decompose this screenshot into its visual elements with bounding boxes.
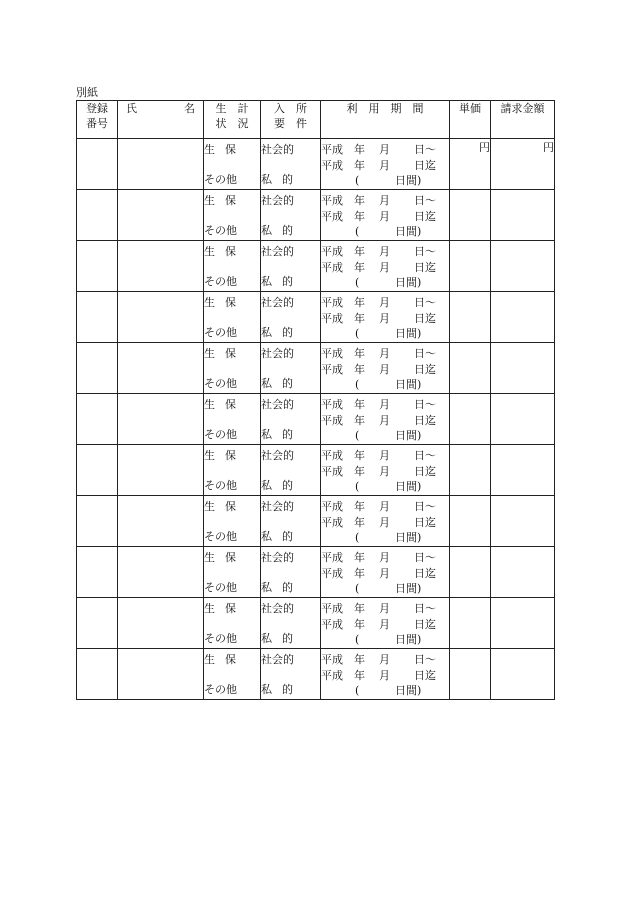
period-start-era: 平成	[321, 296, 343, 309]
table-row	[77, 394, 555, 445]
period-days-line	[321, 173, 449, 189]
period-start-year: 年	[354, 602, 365, 615]
header-requirement-line1: 入 所	[274, 102, 307, 115]
requirement-option-private[interactable]: 私的	[261, 376, 303, 390]
period-days-close: 日間)	[395, 429, 422, 442]
header-status	[204, 101, 261, 139]
header-name-part1: 氏	[126, 102, 137, 115]
status-option-other[interactable]: その他	[204, 223, 237, 237]
period-days-open: (	[355, 480, 360, 493]
period-days-close: 日間)	[395, 225, 422, 238]
period-days-open: (	[355, 327, 360, 340]
name-cell[interactable]	[118, 292, 204, 343]
period-end-line	[321, 515, 449, 531]
header-name-part2: 名	[184, 102, 195, 115]
period-days-open: (	[355, 633, 360, 646]
amount-cell[interactable]	[491, 394, 555, 445]
amount-cell[interactable]	[491, 445, 555, 496]
period-end-year: 年	[354, 311, 365, 325]
reg-no-cell[interactable]	[77, 139, 118, 190]
period-start-day: 日～	[414, 551, 436, 564]
requirement-cell[interactable]	[261, 598, 321, 649]
reg-no-cell[interactable]	[77, 445, 118, 496]
period-start-year: 年	[354, 653, 365, 666]
period-end-day: 日迄	[414, 668, 436, 682]
requirement-option-private[interactable]: 私的	[261, 682, 303, 696]
period-start-line	[321, 448, 449, 464]
status-cell[interactable]	[204, 496, 261, 547]
period-start-era: 平成	[321, 551, 343, 564]
period-end-era: 平成	[321, 209, 343, 223]
period-start-line	[321, 499, 449, 515]
table-row	[77, 598, 555, 649]
header-requirement-line2: 要 件	[274, 117, 307, 130]
requirement-cell[interactable]	[261, 445, 321, 496]
period-end-day: 日迄	[414, 158, 436, 172]
reg-no-cell[interactable]	[77, 343, 118, 394]
reg-no-cell[interactable]	[77, 190, 118, 241]
requirement-cell[interactable]	[261, 139, 321, 190]
period-days-close: 日間)	[395, 327, 422, 340]
period-days-close: 日間)	[395, 684, 422, 697]
status-option-other[interactable]: その他	[204, 631, 237, 645]
period-days-open: (	[355, 378, 360, 391]
period-start-year: 年	[354, 398, 365, 411]
period-end-era: 平成	[321, 464, 343, 478]
period-end-day: 日迄	[414, 311, 436, 325]
requirement-option-social[interactable]: 社会的	[261, 551, 294, 564]
period-end-year: 年	[354, 668, 365, 682]
period-end-era: 平成	[321, 413, 343, 427]
status-option-other[interactable]: その他	[204, 172, 237, 186]
period-end-month: 月	[379, 260, 390, 274]
table-row	[77, 190, 555, 241]
status-option-other[interactable]: その他	[204, 274, 237, 288]
status-cell[interactable]	[204, 394, 261, 445]
unit-price-cell[interactable]	[450, 649, 491, 700]
period-days-line	[321, 683, 449, 699]
period-end-day: 日迄	[414, 362, 436, 376]
requirement-option-social[interactable]: 社会的	[261, 245, 294, 258]
period-days-line	[321, 530, 449, 546]
period-start-era: 平成	[321, 653, 343, 666]
unit-price-cell[interactable]	[450, 598, 491, 649]
period-days-open: (	[355, 684, 360, 697]
period-end-month: 月	[379, 158, 390, 172]
period-end-day: 日迄	[414, 617, 436, 631]
period-start-day: 日～	[414, 653, 436, 666]
requirement-option-private[interactable]: 私的	[261, 580, 303, 594]
status-option-welfare[interactable]: 生保	[204, 296, 246, 309]
period-days-close: 日間)	[395, 378, 422, 391]
period-start-day: 日～	[414, 194, 436, 207]
period-start-month: 月	[379, 551, 390, 564]
name-cell[interactable]	[118, 445, 204, 496]
requirement-cell[interactable]	[261, 241, 321, 292]
requirement-cell[interactable]	[261, 343, 321, 394]
period-days-line	[321, 224, 449, 240]
period-end-line	[321, 413, 449, 429]
period-end-era: 平成	[321, 158, 343, 172]
period-end-era: 平成	[321, 668, 343, 682]
period-end-day: 日迄	[414, 209, 436, 223]
period-start-month: 月	[379, 449, 390, 462]
period-end-line	[321, 158, 449, 174]
status-option-other[interactable]: その他	[204, 478, 237, 492]
period-start-year: 年	[354, 551, 365, 564]
period-days-open: (	[355, 225, 360, 238]
amount-cell[interactable]	[491, 598, 555, 649]
period-start-day: 日～	[414, 449, 436, 462]
period-start-month: 月	[379, 347, 390, 360]
status-cell[interactable]	[204, 190, 261, 241]
requirement-option-private[interactable]: 私的	[261, 478, 303, 492]
table-row	[77, 343, 555, 394]
name-cell[interactable]	[118, 547, 204, 598]
period-days-open: (	[355, 174, 360, 187]
period-start-era: 平成	[321, 449, 343, 462]
period-start-era: 平成	[321, 194, 343, 207]
status-option-welfare[interactable]: 生保	[204, 245, 246, 258]
status-cell[interactable]	[204, 445, 261, 496]
header-period: 利 用 期 間	[321, 101, 450, 139]
unit-price-cell[interactable]	[450, 496, 491, 547]
header-reg-no	[77, 101, 118, 139]
period-end-year: 年	[354, 566, 365, 580]
period-cell[interactable]	[321, 190, 450, 241]
reg-no-cell[interactable]	[77, 649, 118, 700]
period-end-line	[321, 260, 449, 276]
period-start-day: 日～	[414, 143, 436, 156]
status-cell[interactable]	[204, 343, 261, 394]
requirement-option-private[interactable]: 私的	[261, 223, 303, 237]
period-start-line	[321, 346, 449, 362]
period-end-year: 年	[354, 260, 365, 274]
period-start-month: 月	[379, 653, 390, 666]
period-cell[interactable]	[321, 445, 450, 496]
name-cell[interactable]	[118, 241, 204, 292]
period-end-year: 年	[354, 158, 365, 172]
period-start-era: 平成	[321, 398, 343, 411]
period-days-close: 日間)	[395, 174, 422, 187]
period-start-line	[321, 142, 449, 158]
header-unit-price: 単価	[450, 101, 491, 139]
status-cell[interactable]	[204, 139, 261, 190]
status-cell[interactable]	[204, 547, 261, 598]
period-days-line	[321, 275, 449, 291]
table-row	[77, 445, 555, 496]
period-start-year: 年	[354, 347, 365, 360]
period-cell[interactable]	[321, 139, 450, 190]
period-end-day: 日迄	[414, 515, 436, 529]
period-days-line	[321, 632, 449, 648]
period-end-line	[321, 311, 449, 327]
period-start-month: 月	[379, 398, 390, 411]
requirement-option-social[interactable]: 社会的	[261, 194, 294, 207]
unit-price-cell[interactable]	[450, 241, 491, 292]
requirement-cell[interactable]	[261, 496, 321, 547]
status-cell[interactable]	[204, 649, 261, 700]
reg-no-cell[interactable]	[77, 496, 118, 547]
period-cell[interactable]	[321, 649, 450, 700]
reg-no-cell[interactable]	[77, 241, 118, 292]
requirement-option-social[interactable]: 社会的	[261, 500, 294, 513]
name-cell[interactable]	[118, 496, 204, 547]
name-cell[interactable]	[118, 139, 204, 190]
unit-price-cell[interactable]	[450, 292, 491, 343]
table-row	[77, 292, 555, 343]
period-start-day: 日～	[414, 500, 436, 513]
name-cell[interactable]	[118, 394, 204, 445]
unit-price-cell[interactable]	[450, 445, 491, 496]
period-start-day: 日～	[414, 245, 436, 258]
requirement-option-social[interactable]: 社会的	[261, 653, 294, 666]
status-option-other[interactable]: その他	[204, 427, 237, 441]
period-end-year: 年	[354, 413, 365, 427]
period-end-era: 平成	[321, 311, 343, 325]
period-end-year: 年	[354, 464, 365, 478]
requirement-option-social[interactable]: 社会的	[261, 347, 294, 360]
requirement-option-private[interactable]: 私的	[261, 427, 303, 441]
unit-price-cell[interactable]	[450, 343, 491, 394]
period-start-line	[321, 601, 449, 617]
period-end-era: 平成	[321, 362, 343, 376]
unit-price-cell[interactable]	[450, 394, 491, 445]
amount-cell[interactable]	[491, 292, 555, 343]
period-start-month: 月	[379, 194, 390, 207]
unit-price-cell[interactable]	[450, 139, 491, 190]
table-row	[77, 496, 555, 547]
amount-cell[interactable]	[491, 139, 555, 190]
table-row	[77, 241, 555, 292]
table-row	[77, 649, 555, 700]
amount-cell[interactable]	[491, 496, 555, 547]
period-end-month: 月	[379, 209, 390, 223]
period-end-month: 月	[379, 362, 390, 376]
period-start-line	[321, 652, 449, 668]
requirement-option-private[interactable]: 私的	[261, 631, 303, 645]
period-start-era: 平成	[321, 347, 343, 360]
requirement-cell[interactable]	[261, 649, 321, 700]
status-option-welfare[interactable]: 生保	[204, 194, 246, 207]
period-start-year: 年	[354, 194, 365, 207]
period-start-day: 日～	[414, 347, 436, 360]
period-days-close: 日間)	[395, 633, 422, 646]
period-start-line	[321, 244, 449, 260]
period-start-month: 月	[379, 500, 390, 513]
period-start-day: 日～	[414, 296, 436, 309]
status-option-welfare[interactable]: 生保	[204, 449, 246, 462]
period-end-era: 平成	[321, 617, 343, 631]
amount-cell[interactable]	[491, 241, 555, 292]
period-cell[interactable]	[321, 547, 450, 598]
period-start-era: 平成	[321, 602, 343, 615]
period-days-open: (	[355, 276, 360, 289]
period-end-era: 平成	[321, 515, 343, 529]
period-start-day: 日～	[414, 398, 436, 411]
status-option-welfare[interactable]: 生保	[204, 653, 246, 666]
unit-price-yen: 円	[479, 141, 490, 154]
reg-no-cell[interactable]	[77, 292, 118, 343]
reg-no-cell[interactable]	[77, 394, 118, 445]
period-start-month: 月	[379, 602, 390, 615]
period-end-day: 日迄	[414, 413, 436, 427]
header-status-line2: 状 況	[215, 117, 249, 130]
period-end-year: 年	[354, 209, 365, 223]
period-start-year: 年	[354, 449, 365, 462]
status-option-welfare[interactable]: 生保	[204, 500, 246, 513]
period-end-year: 年	[354, 515, 365, 529]
header-name	[118, 101, 204, 139]
requirement-cell[interactable]	[261, 292, 321, 343]
period-end-era: 平成	[321, 260, 343, 274]
period-days-close: 日間)	[395, 531, 422, 544]
status-option-other[interactable]: その他	[204, 376, 237, 390]
period-days-line	[321, 479, 449, 495]
table-row	[77, 139, 555, 190]
period-start-era: 平成	[321, 500, 343, 513]
header-status-line1: 生 計	[215, 102, 249, 115]
requirement-cell[interactable]	[261, 547, 321, 598]
status-cell[interactable]	[204, 241, 261, 292]
period-end-line	[321, 566, 449, 582]
amount-yen: 円	[543, 141, 554, 154]
status-option-welfare[interactable]: 生保	[204, 602, 246, 615]
period-start-line	[321, 397, 449, 413]
name-cell[interactable]	[118, 343, 204, 394]
table-row	[77, 547, 555, 598]
period-start-year: 年	[354, 500, 365, 513]
period-end-line	[321, 617, 449, 633]
period-start-day: 日～	[414, 602, 436, 615]
period-end-year: 年	[354, 617, 365, 631]
header-reg-no-line2: 番号	[86, 117, 108, 130]
reg-no-cell[interactable]	[77, 598, 118, 649]
requirement-option-social[interactable]: 社会的	[261, 143, 294, 156]
period-end-month: 月	[379, 311, 390, 325]
period-cell[interactable]	[321, 343, 450, 394]
unit-price-cell[interactable]	[450, 190, 491, 241]
status-option-other[interactable]: その他	[204, 529, 237, 543]
period-start-line	[321, 550, 449, 566]
reg-no-cell[interactable]	[77, 547, 118, 598]
period-end-line	[321, 668, 449, 684]
period-start-month: 月	[379, 296, 390, 309]
period-cell[interactable]	[321, 394, 450, 445]
period-start-month: 月	[379, 143, 390, 156]
requirement-option-private[interactable]: 私的	[261, 529, 303, 543]
period-days-line	[321, 326, 449, 342]
period-end-month: 月	[379, 515, 390, 529]
status-option-other[interactable]: その他	[204, 580, 237, 594]
name-cell[interactable]	[118, 649, 204, 700]
header-row	[77, 101, 555, 139]
period-cell[interactable]	[321, 598, 450, 649]
requirement-option-social[interactable]: 社会的	[261, 449, 294, 462]
name-cell[interactable]	[118, 598, 204, 649]
requirement-cell[interactable]	[261, 394, 321, 445]
period-days-close: 日間)	[395, 582, 422, 595]
period-start-year: 年	[354, 143, 365, 156]
status-option-welfare[interactable]: 生保	[204, 143, 246, 156]
period-end-line	[321, 362, 449, 378]
status-cell[interactable]	[204, 292, 261, 343]
period-end-day: 日迄	[414, 464, 436, 478]
amount-cell[interactable]	[491, 547, 555, 598]
period-start-month: 月	[379, 245, 390, 258]
period-start-line	[321, 295, 449, 311]
period-end-line	[321, 209, 449, 225]
period-end-month: 月	[379, 617, 390, 631]
period-start-year: 年	[354, 296, 365, 309]
period-end-day: 日迄	[414, 566, 436, 580]
requirement-option-private[interactable]: 私的	[261, 325, 303, 339]
period-end-day: 日迄	[414, 260, 436, 274]
period-end-month: 月	[379, 413, 390, 427]
period-end-year: 年	[354, 362, 365, 376]
period-days-close: 日間)	[395, 480, 422, 493]
requirement-option-social[interactable]: 社会的	[261, 602, 294, 615]
period-end-month: 月	[379, 566, 390, 580]
period-days-open: (	[355, 429, 360, 442]
period-cell[interactable]	[321, 241, 450, 292]
requirement-option-private[interactable]: 私的	[261, 172, 303, 186]
page-label: 別紙	[76, 86, 98, 99]
status-option-welfare[interactable]: 生保	[204, 551, 246, 564]
period-start-line	[321, 193, 449, 209]
status-cell[interactable]	[204, 598, 261, 649]
period-end-line	[321, 464, 449, 480]
requirement-option-private[interactable]: 私的	[261, 274, 303, 288]
period-end-month: 月	[379, 464, 390, 478]
unit-price-cell[interactable]	[450, 547, 491, 598]
amount-cell[interactable]	[491, 649, 555, 700]
period-start-year: 年	[354, 245, 365, 258]
period-cell[interactable]	[321, 292, 450, 343]
requirement-cell[interactable]	[261, 190, 321, 241]
billing-table	[76, 100, 555, 700]
period-days-line	[321, 581, 449, 597]
period-cell[interactable]	[321, 496, 450, 547]
period-days-close: 日間)	[395, 276, 422, 289]
header-reg-no-line1: 登録	[86, 102, 108, 115]
status-option-welfare[interactable]: 生保	[204, 347, 246, 360]
period-days-line	[321, 377, 449, 393]
header-amount: 請求金額	[491, 101, 555, 139]
status-option-other[interactable]: その他	[204, 325, 237, 339]
period-days-open: (	[355, 582, 360, 595]
period-start-era: 平成	[321, 245, 343, 258]
period-days-open: (	[355, 531, 360, 544]
name-cell[interactable]	[118, 190, 204, 241]
requirement-option-social[interactable]: 社会的	[261, 296, 294, 309]
status-option-welfare[interactable]: 生保	[204, 398, 246, 411]
status-option-other[interactable]: その他	[204, 682, 237, 696]
period-end-era: 平成	[321, 566, 343, 580]
period-days-line	[321, 428, 449, 444]
period-end-month: 月	[379, 668, 390, 682]
amount-cell[interactable]	[491, 343, 555, 394]
amount-cell[interactable]	[491, 190, 555, 241]
period-start-era: 平成	[321, 143, 343, 156]
requirement-option-social[interactable]: 社会的	[261, 398, 294, 411]
header-requirement	[261, 101, 321, 139]
